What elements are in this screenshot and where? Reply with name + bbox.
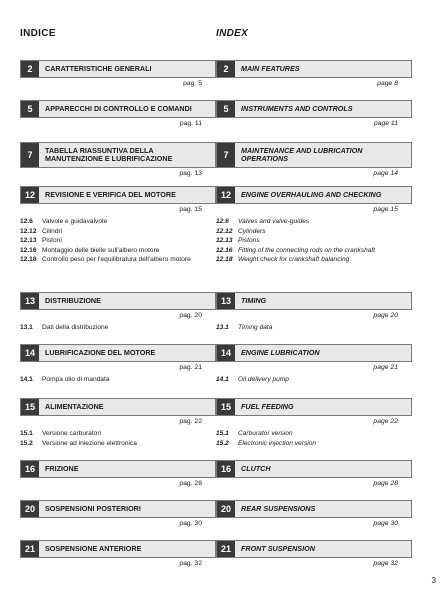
section-number: 15 <box>21 399 39 415</box>
section-title: INSTRUMENTS AND CONTROLS <box>241 104 353 114</box>
subsection-number: 12.6 <box>216 218 229 225</box>
subsection-number: 12.16 <box>216 246 233 254</box>
section-header-bar <box>216 398 412 416</box>
subsection-list <box>216 217 412 265</box>
section-title: APPARECCHI DI CONTROLLO E COMANDI <box>45 104 192 114</box>
section-entry[interactable] <box>216 186 412 265</box>
section-header-bar <box>216 100 412 118</box>
subsection-list <box>216 323 412 333</box>
section-header-bar <box>216 344 412 362</box>
subsection-title: Pistons <box>238 237 260 245</box>
section-page-ref: pag. 30 <box>179 520 202 527</box>
section-page-ref: pag. 21 <box>179 364 202 371</box>
section-entry[interactable] <box>216 398 412 448</box>
section-number: 12 <box>21 187 39 203</box>
section-number: 2 <box>217 61 235 77</box>
section-page-ref: page 20 <box>373 312 398 319</box>
subsection-list <box>216 429 412 448</box>
subsection-item[interactable] <box>20 255 216 265</box>
section-page-ref: page 32 <box>373 560 398 567</box>
subsection-title: Oil delivery pump <box>238 376 289 383</box>
section-header-bar <box>20 186 216 204</box>
section-title: ENGINE OVERHAULING AND CHECKING <box>241 190 382 200</box>
section-page-ref: pag. 15 <box>179 206 202 213</box>
section-header-bar <box>20 100 216 118</box>
section-title: LUBRIFICAZIONE DEL MOTORE <box>45 348 156 358</box>
section-number: 20 <box>217 501 235 517</box>
section-number: 5 <box>217 101 235 117</box>
section-title: FUEL FEEDING <box>241 402 294 412</box>
section-title: SOSPENSIONI POSTERIORI <box>45 504 141 514</box>
page-number: 3 <box>431 576 436 585</box>
section-header-bar <box>216 460 412 478</box>
index-heading: INDICE <box>20 28 56 39</box>
section-header-bar <box>20 398 216 416</box>
subsection-list <box>20 429 216 448</box>
section-header-bar <box>20 60 216 78</box>
section-entry[interactable] <box>216 100 412 127</box>
section-number: 15 <box>217 399 235 415</box>
subsection-title: Pompa olio di mandata <box>42 376 110 383</box>
subsection-title: Weight check for crankshaft balancing <box>238 256 350 264</box>
section-entry[interactable] <box>20 398 216 448</box>
section-page-ref: pag. 20 <box>179 312 202 319</box>
section-entry[interactable] <box>20 292 216 333</box>
section-header-bar <box>20 292 216 310</box>
section-title: MAIN FEATURES <box>241 64 300 74</box>
section-number: 21 <box>217 541 235 557</box>
section-number: 16 <box>21 461 39 477</box>
section-entry[interactable] <box>216 500 412 527</box>
subsection-item[interactable] <box>216 375 412 385</box>
section-page-ref: page 8 <box>377 80 398 87</box>
subsection-title: Cylinders <box>238 227 266 235</box>
section-page-ref: pag. 13 <box>179 170 202 177</box>
subsection-title: Versione carburatori <box>42 430 102 437</box>
section-entry[interactable] <box>20 100 216 127</box>
subsection-number: 12.13 <box>20 237 37 245</box>
section-entry[interactable] <box>216 344 412 385</box>
section-entry[interactable] <box>216 142 412 177</box>
section-title: DISTRIBUZIONE <box>45 296 101 306</box>
section-entry[interactable] <box>20 142 216 177</box>
subsection-title: Controllo peso per l'equilibratura dell'albero motore <box>42 256 191 264</box>
section-title: REAR SUSPENSIONS <box>241 504 316 514</box>
section-header-bar <box>216 500 412 518</box>
subsection-item[interactable] <box>216 227 412 237</box>
subsection-title: Cilindri <box>42 227 63 235</box>
subsection-item[interactable] <box>20 217 216 227</box>
section-number: 7 <box>21 143 39 167</box>
section-title: FRIZIONE <box>45 464 79 474</box>
subsection-item[interactable] <box>20 439 216 449</box>
subsection-item[interactable] <box>216 246 412 256</box>
subsection-list <box>216 375 412 385</box>
subsection-number: 12.18 <box>216 256 233 264</box>
subsection-item[interactable] <box>216 439 412 449</box>
section-page-ref: page 11 <box>373 120 398 127</box>
section-page-ref: page 15 <box>373 206 398 213</box>
section-title: ALIMENTAZIONE <box>45 402 104 412</box>
subsection-item[interactable] <box>20 323 216 333</box>
section-page-ref: pag. 22 <box>179 418 202 425</box>
section-title: FRONT SUSPENSION <box>241 544 315 554</box>
subsection-item[interactable] <box>216 236 412 246</box>
section-entry[interactable] <box>20 186 216 265</box>
section-header-bar <box>216 186 412 204</box>
subsection-number: 12.12 <box>20 227 37 235</box>
subsection-title: Carburator version <box>238 430 293 437</box>
section-entry[interactable] <box>216 540 412 567</box>
section-entry[interactable] <box>20 540 216 567</box>
subsection-item[interactable] <box>216 323 412 333</box>
section-entry[interactable] <box>20 500 216 527</box>
section-entry[interactable] <box>20 344 216 385</box>
index-heading: INDEX <box>216 28 249 39</box>
section-number: 14 <box>217 345 235 361</box>
section-number: 13 <box>21 293 39 309</box>
subsection-number: 12.13 <box>216 237 233 245</box>
section-number: 14 <box>21 345 39 361</box>
section-entry[interactable] <box>20 460 216 487</box>
subsection-title: Fitting of the connecting rods on the crankshaft <box>238 246 376 254</box>
subsection-number: 12.6 <box>20 218 33 225</box>
subsection-number: 14.1 <box>20 376 33 383</box>
section-number: 20 <box>21 501 39 517</box>
subsection-item[interactable] <box>20 429 216 439</box>
subsection-item[interactable] <box>216 255 412 265</box>
section-page-ref: page 14 <box>373 170 398 177</box>
section-title: MAINTENANCE AND LUBRICATION OPERATIONS <box>241 146 363 163</box>
section-header-bar <box>216 540 412 558</box>
section-header-bar <box>20 540 216 558</box>
section-page-ref: pag. 11 <box>179 120 202 127</box>
subsection-title: Timing data <box>238 324 273 331</box>
subsection-title: Montaggio delle bielle sull'albero motore <box>42 246 160 254</box>
section-page-ref: pag. 28 <box>179 480 202 487</box>
section-entry[interactable] <box>216 460 412 487</box>
subsection-title: Electronic injection version <box>238 439 317 447</box>
subsection-number: 12.16 <box>20 246 37 254</box>
subsection-item[interactable] <box>20 246 216 256</box>
section-page-ref: page 21 <box>373 364 398 371</box>
section-title: REVISIONE E VERIFICA DEL MOTORE <box>45 190 176 200</box>
section-title: ENGINE LUBRICATION <box>241 348 320 358</box>
subsection-item[interactable] <box>20 236 216 246</box>
section-title: TABELLA RIASSUNTIVA DELLA MANUTENZIONE E LUBRIFICAZIONE <box>45 146 173 163</box>
subsection-number: 13.1 <box>20 324 33 331</box>
subsection-title: Pistoni <box>42 237 62 245</box>
subsection-title: Dati della distribuzione <box>42 324 109 331</box>
subsection-number: 15.1 <box>216 430 229 437</box>
subsection-title: Valves and valve-guides <box>238 218 310 225</box>
subsection-list <box>20 323 216 333</box>
section-number: 13 <box>217 293 235 309</box>
section-header-bar <box>20 460 216 478</box>
subsection-item[interactable] <box>20 227 216 237</box>
subsection-number: 12.18 <box>20 256 37 264</box>
section-page-ref: page 30 <box>373 520 398 527</box>
section-entry[interactable] <box>20 60 216 87</box>
subsection-item[interactable] <box>20 375 216 385</box>
section-page-ref: pag. 5 <box>183 80 202 87</box>
subsection-number: 12.12 <box>216 227 233 235</box>
subsection-number: 13.1 <box>216 324 229 331</box>
subsection-list <box>20 375 216 385</box>
section-header-bar <box>20 344 216 362</box>
section-title: SOSPENSIONE ANTERIORE <box>45 544 142 554</box>
section-page-ref: page 22 <box>373 418 398 425</box>
section-entry[interactable] <box>216 60 412 87</box>
subsection-number: 14.1 <box>216 376 229 383</box>
subsection-item[interactable] <box>216 429 412 439</box>
section-header-bar <box>20 500 216 518</box>
section-number: 21 <box>21 541 39 557</box>
subsection-number: 15.1 <box>20 430 33 437</box>
subsection-item[interactable] <box>216 217 412 227</box>
section-entry[interactable] <box>216 292 412 333</box>
section-header-bar <box>216 60 412 78</box>
section-title: CARATTERISTICHE GENERALI <box>45 64 152 74</box>
subsection-number: 15.2 <box>20 439 33 447</box>
section-number: 12 <box>217 187 235 203</box>
section-number: 5 <box>21 101 39 117</box>
section-number: 7 <box>217 143 235 167</box>
section-number: 2 <box>21 61 39 77</box>
section-page-ref: pag. 32 <box>179 560 202 567</box>
section-number: 16 <box>217 461 235 477</box>
section-page-ref: page 28 <box>373 480 398 487</box>
subsection-number: 15.2 <box>216 439 229 447</box>
section-title: TIMING <box>241 296 267 306</box>
section-header-bar <box>216 292 412 310</box>
subsection-title: Versione ad iniezione elettronica <box>42 439 137 447</box>
section-header-bar <box>216 142 412 168</box>
section-title: CLUTCH <box>241 464 271 474</box>
subsection-title: Valvole e guidavalvole <box>42 218 108 225</box>
subsection-list <box>20 217 216 265</box>
section-header-bar <box>20 142 216 168</box>
